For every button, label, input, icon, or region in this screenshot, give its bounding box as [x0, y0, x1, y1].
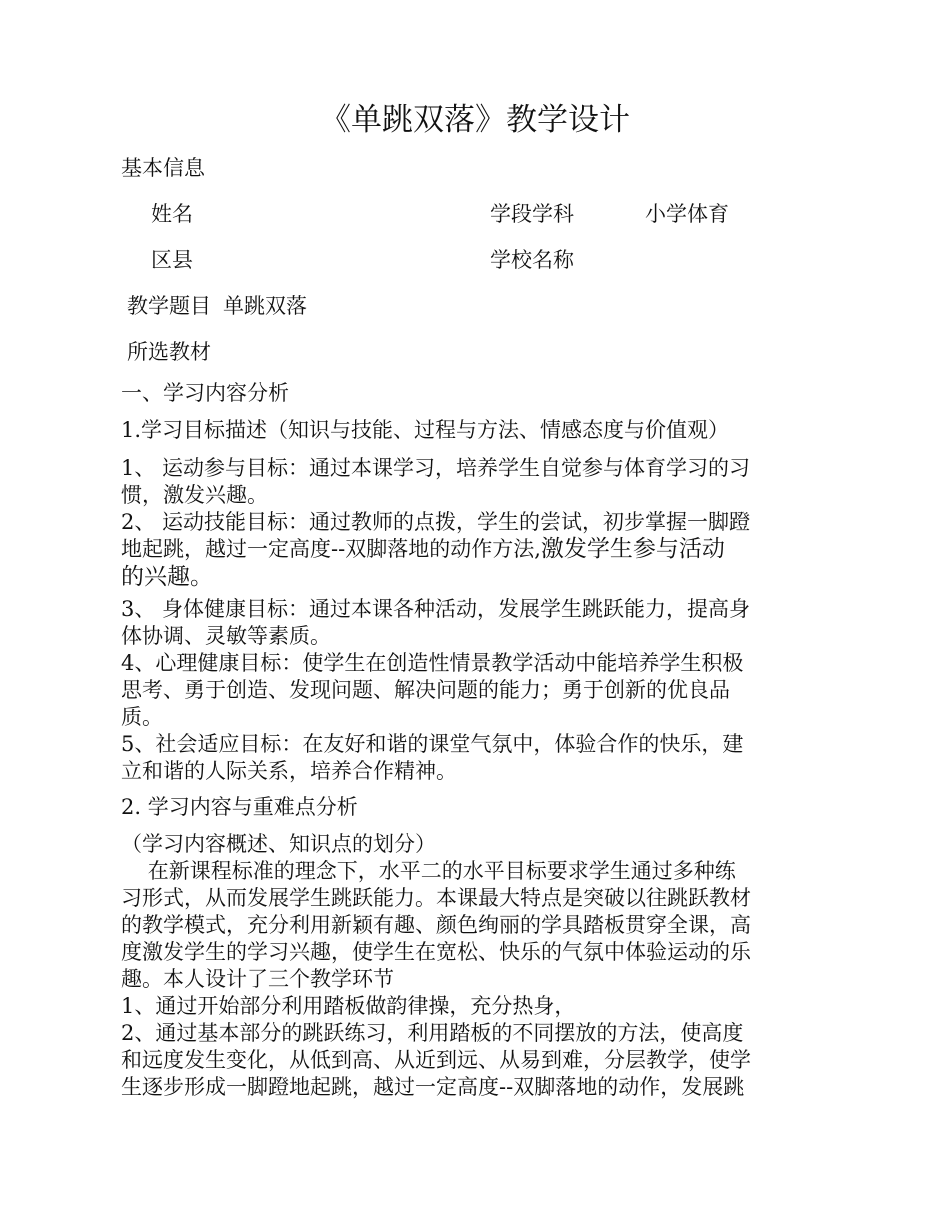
goal-2-line-2-emphasis: 激发学生参与活动	[540, 536, 725, 562]
page-title: 《单跳双落》教学设计	[320, 102, 630, 138]
goal-3-line-1: 3、 身体健康目标：通过本课各种活动，发展学生跳跃能力，提高身	[121, 597, 751, 621]
content-analysis-note: （学习内容概述、知识点的划分）	[121, 832, 436, 856]
school-label: 学校名称	[490, 248, 574, 272]
content-analysis-heading: 2. 学习内容与重难点分析	[121, 795, 358, 819]
basic-info-heading: 基本信息	[121, 156, 205, 180]
paragraph-line-4: 度激发学生的学习兴趣，使学生在宽松、快乐的气氛中体验运动的乐	[121, 940, 751, 964]
stage-subject-value: 小学体育	[645, 202, 729, 226]
paragraph-line-3: 的教学模式，充分利用新颖有趣、颜色绚丽的学具踏板贯穿全课，高	[121, 913, 751, 937]
paragraph-line-5: 趣。本人设计了三个教学环节	[121, 967, 394, 991]
paragraph-line-1: 在新课程标准的理念下，水平二的水平目标要求学生通过多种练	[121, 859, 736, 883]
paragraph-line-2: 习形式，从而发展学生跳跃能力。本课最大特点是突破以往跳跃教材	[121, 886, 751, 910]
goal-2-line-2-text: 地起跳，越过一定高度--双脚落地的动作方法,	[121, 537, 541, 561]
goal-4-line-3: 质。	[121, 705, 163, 729]
goal-2-line-2	[121, 536, 725, 562]
stage-subject-label: 学段学科	[490, 202, 574, 226]
step-2-line-2: 和远度发生变化，从低到高、从近到远、从易到难，分层教学，使学	[121, 1048, 751, 1072]
goal-1-line-1: 1、 运动参与目标：通过本课学习，培养学生自觉参与体育学习的习	[121, 456, 751, 480]
goal-4-line-1: 4、心理健康目标：使学生在创造性情景教学活动中能培养学生积极	[121, 651, 744, 675]
goal-5-line-2: 立和谐的人际关系，培养合作精神。	[121, 759, 457, 783]
topic-value: 单跳双落	[223, 294, 307, 318]
goal-2-line-1: 2、 运动技能目标：通过教师的点拨，学生的尝试，初步掌握一脚蹬	[121, 510, 751, 534]
topic-row	[127, 293, 307, 319]
topic-label: 教学题目	[127, 294, 211, 318]
step-2-line-1: 2、通过基本部分的跳跃练习，利用踏板的不同摆放的方法，使高度	[121, 1021, 744, 1045]
county-label: 区县	[151, 248, 193, 272]
learning-goals-heading: 1.学习目标描述（知识与技能、过程与方法、情感态度与价值观）	[121, 418, 730, 442]
material-label: 所选教材	[127, 340, 211, 364]
goal-1-line-2: 惯，激发兴趣。	[121, 483, 268, 507]
goal-5-line-1: 5、社会适应目标：在友好和谐的课堂气氛中，体验合作的快乐，建	[121, 732, 744, 756]
section1-heading: 一、学习内容分析	[121, 381, 289, 405]
name-label: 姓名	[151, 202, 193, 226]
step-2-line-3: 生逐步形成一脚蹬地起跳，越过一定高度--双脚落地的动作，发展跳	[121, 1075, 745, 1099]
goal-3-line-2: 体协调、灵敏等素质。	[121, 624, 331, 648]
goal-2-line-3: 的兴趣。	[121, 564, 213, 590]
step-1: 1、通过开始部分利用踏板做韵律操，充分热身，	[121, 994, 576, 1018]
goal-4-line-2: 思考、勇于创造、发现问题、解决问题的能力；勇于创新的优良品	[121, 678, 730, 702]
